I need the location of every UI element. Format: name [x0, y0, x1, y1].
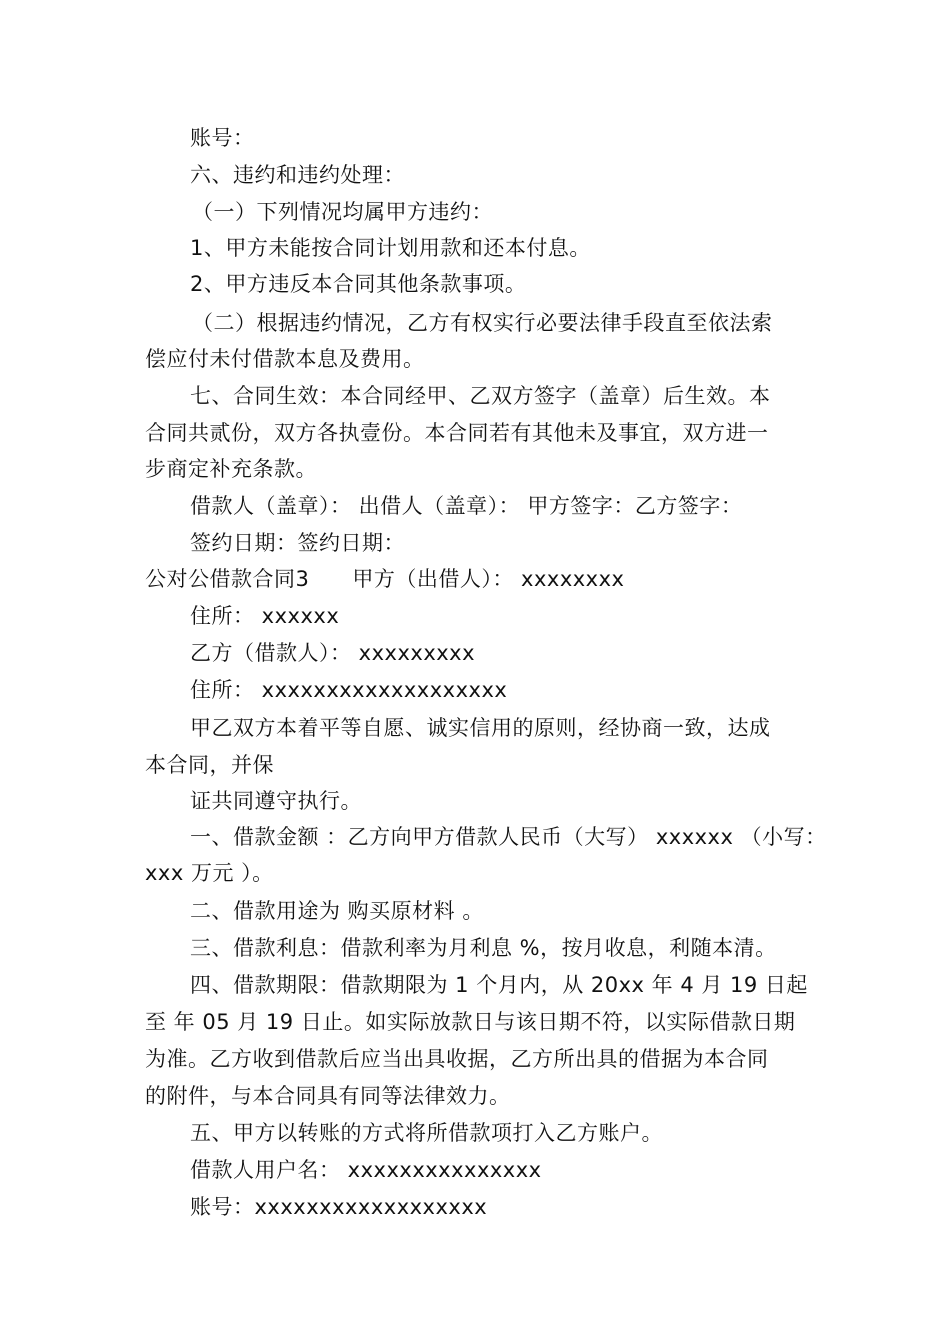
borrower-username: 借款人用户名： xxxxxxxxxxxxxxx [190, 1158, 542, 1182]
clause-five: 五、甲方以转账的方式将所借款项打入乙方账户。 [190, 1121, 663, 1145]
clause-one-line-2: xxx 万元 ）。 [145, 861, 274, 885]
clause-four-line-3: 为准。乙方收到借款后应当出具收据，乙方所出具的借据为本合同 [145, 1047, 769, 1071]
section-six-heading: 六、违约和违约处理： [190, 163, 405, 187]
breach-item-2: 2、甲方违反本合同其他条款事项。 [190, 272, 527, 296]
section-seven-line-3: 步商定补充条款。 [145, 457, 317, 481]
signature-line: 借款人（盖章）： 出借人（盖章）： 甲方签字：乙方签字： [190, 494, 743, 518]
preamble-line-3: 证共同遵守执行。 [190, 789, 362, 813]
clause-two: 二、借款用途为 购买原材料 。 [190, 899, 484, 923]
contract-3-title-lender: 公对公借款合同3 甲方（出借人）： xxxxxxxx [145, 567, 625, 591]
preamble-line-2: 本合同，并保 [145, 753, 274, 777]
subsection-one-heading: （一）下列情况均属甲方违约： [192, 200, 493, 224]
section-seven-line-1: 七、合同生效：本合同经甲、乙双方签字（盖章）后生效。本 [190, 384, 771, 408]
clause-three: 三、借款利息：借款利率为月利息 %，按月收息，利随本清。 [190, 936, 777, 960]
borrower-account: 账号：xxxxxxxxxxxxxxxxxx [190, 1195, 488, 1219]
clause-four-line-2: 至 年 05 月 19 日止。如实际放款日与该日期不符，以实际借款日期 [145, 1010, 796, 1034]
subsection-two-line-1: （二）根据违约情况，乙方有权实行必要法律手段直至依法索 [192, 311, 773, 335]
subsection-two-line-2: 偿应付未付借款本息及费用。 [145, 347, 425, 371]
clause-four-line-4: 的附件，与本合同具有同等法律效力。 [145, 1084, 511, 1108]
breach-item-1: 1、甲方未能按合同计划用款和还本付息。 [190, 236, 591, 260]
preamble-line-1: 甲乙双方本着平等自愿、诚实信用的原则，经协商一致，达成 [190, 716, 771, 740]
clause-four-line-1: 四、借款期限：借款期限为 1 个月内，从 20xx 年 4 月 19 日起 [190, 973, 808, 997]
account-label: 账号： [190, 126, 255, 150]
borrower-line: 乙方（借款人）： xxxxxxxxx [190, 641, 476, 665]
borrower-address: 住所： xxxxxxxxxxxxxxxxxxx [190, 678, 508, 702]
signing-date-line: 签约日期：签约日期： [190, 531, 405, 555]
lender-address: 住所： xxxxxx [190, 604, 340, 628]
clause-one-line-1: 一、借款金额 ：乙方向甲方借款人民币（大写） xxxxxx （小写： [190, 825, 827, 849]
section-seven-line-2: 合同共贰份，双方各执壹份。本合同若有其他未及事宜，双方进一 [145, 421, 769, 445]
